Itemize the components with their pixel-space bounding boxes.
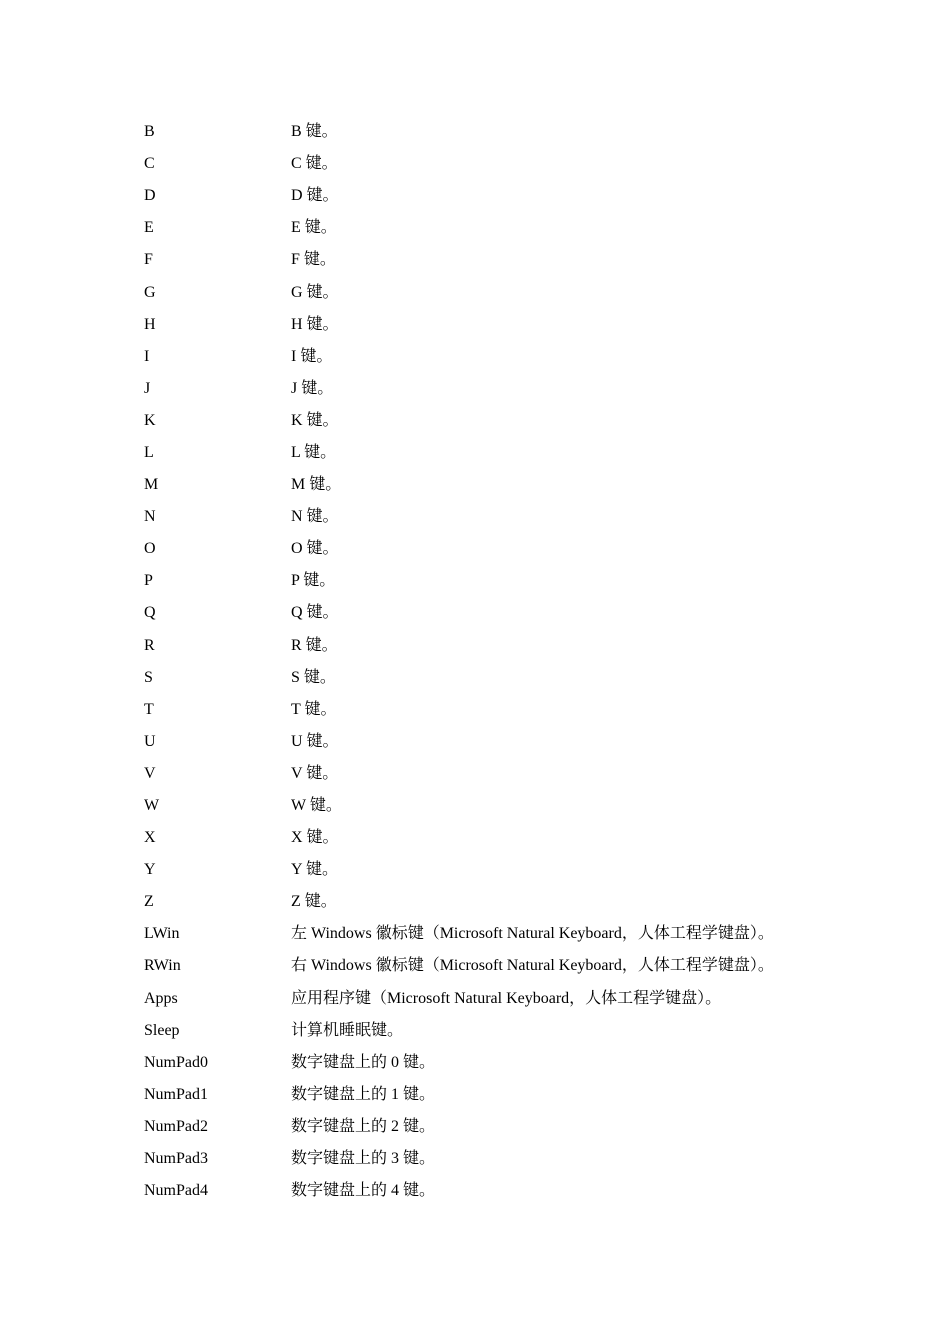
key-name: E [144, 219, 154, 237]
list-item [144, 469, 844, 501]
key-description: D 键。 [291, 187, 339, 205]
list-item [144, 276, 844, 308]
key-name: Apps [144, 989, 178, 1007]
key-description: 应用程序键（Microsoft Natural Keyboard，人体工程学键盘）。 [291, 989, 722, 1007]
key-name: J [144, 379, 151, 397]
key-name: F [144, 251, 153, 269]
key-description: I 键。 [291, 347, 333, 365]
list-item [144, 565, 844, 597]
key-name: Z [144, 893, 154, 911]
key-name: NumPad4 [144, 1182, 208, 1200]
list-item [144, 341, 844, 373]
list-item [144, 983, 844, 1015]
key-description: G 键。 [291, 283, 339, 301]
key-description: L 键。 [291, 443, 337, 461]
key-description: 右 Windows 徽标键（Microsoft Natural Keyboard，人体工程学键盘）。 [291, 957, 774, 975]
list-item [144, 854, 844, 886]
key-list [144, 116, 844, 1207]
key-name: B [144, 123, 155, 141]
key-description: 左 Windows 徽标键（Microsoft Natural Keyboard，人体工程学键盘）。 [291, 925, 774, 943]
key-description: Q 键。 [291, 604, 339, 622]
list-item [144, 1079, 844, 1111]
key-description: E 键。 [291, 219, 337, 237]
list-item [144, 662, 844, 694]
list-item [144, 758, 844, 790]
key-name: M [144, 476, 159, 494]
list-item [144, 1175, 844, 1207]
key-name: NumPad1 [144, 1085, 208, 1103]
list-item [144, 1015, 844, 1047]
list-item [144, 950, 844, 982]
key-description: N 键。 [291, 508, 339, 526]
list-item [144, 405, 844, 437]
key-description: R 键。 [291, 636, 338, 654]
key-name: Y [144, 861, 156, 879]
key-name: W [144, 797, 160, 815]
key-name: Q [144, 604, 156, 622]
key-name: V [144, 764, 156, 782]
list-item [144, 533, 844, 565]
list-item [144, 437, 844, 469]
list-item [144, 822, 844, 854]
key-name: X [144, 829, 156, 847]
key-description: S 键。 [291, 668, 336, 686]
key-description: W 键。 [291, 797, 342, 815]
list-item [144, 309, 844, 341]
key-description: V 键。 [291, 764, 339, 782]
key-name: U [144, 732, 156, 750]
key-name: T [144, 700, 154, 718]
key-name: RWin [144, 957, 181, 975]
key-name: NumPad3 [144, 1150, 208, 1168]
key-description: 数字键盘上的 1 键。 [291, 1085, 436, 1103]
key-description: P 键。 [291, 572, 336, 590]
key-name: NumPad2 [144, 1117, 208, 1135]
key-description: B 键。 [291, 123, 338, 141]
key-description: J 键。 [291, 379, 334, 397]
list-item [144, 630, 844, 662]
key-description: Y 键。 [291, 861, 338, 879]
key-description: O 键。 [291, 540, 339, 558]
key-name: O [144, 540, 156, 558]
key-name: I [144, 347, 150, 365]
list-item [144, 790, 844, 822]
key-description: H 键。 [291, 315, 339, 333]
key-name: S [144, 668, 153, 686]
key-name: LWin [144, 925, 180, 943]
key-description: 计算机睡眠键。 [291, 1021, 404, 1039]
key-description: 数字键盘上的 3 键。 [291, 1150, 436, 1168]
list-item [144, 886, 844, 918]
list-item [144, 1047, 844, 1079]
key-name: C [144, 155, 155, 173]
key-description: C 键。 [291, 155, 338, 173]
key-description: 数字键盘上的 0 键。 [291, 1053, 436, 1071]
key-description: M 键。 [291, 476, 342, 494]
key-name: L [144, 443, 154, 461]
key-description: F 键。 [291, 251, 336, 269]
key-description: 数字键盘上的 2 键。 [291, 1117, 436, 1135]
list-item [144, 501, 844, 533]
list-item [144, 726, 844, 758]
list-item [144, 180, 844, 212]
key-name: P [144, 572, 153, 590]
key-description: 数字键盘上的 4 键。 [291, 1182, 436, 1200]
list-item [144, 597, 844, 629]
key-name: H [144, 315, 156, 333]
key-description: Z 键。 [291, 893, 337, 911]
list-item [144, 116, 844, 148]
list-item [144, 918, 844, 950]
key-name: N [144, 508, 156, 526]
key-description: X 键。 [291, 829, 339, 847]
list-item [144, 1111, 844, 1143]
list-item [144, 244, 844, 276]
list-item [144, 694, 844, 726]
list-item [144, 148, 844, 180]
key-name: NumPad0 [144, 1053, 208, 1071]
key-description: U 键。 [291, 732, 339, 750]
key-description: T 键。 [291, 700, 337, 718]
list-item [144, 373, 844, 405]
key-name: G [144, 283, 156, 301]
key-description: K 键。 [291, 411, 339, 429]
key-name: R [144, 636, 155, 654]
key-name: K [144, 411, 156, 429]
key-name: Sleep [144, 1021, 180, 1039]
list-item [144, 212, 844, 244]
key-name: D [144, 187, 156, 205]
list-item [144, 1143, 844, 1175]
